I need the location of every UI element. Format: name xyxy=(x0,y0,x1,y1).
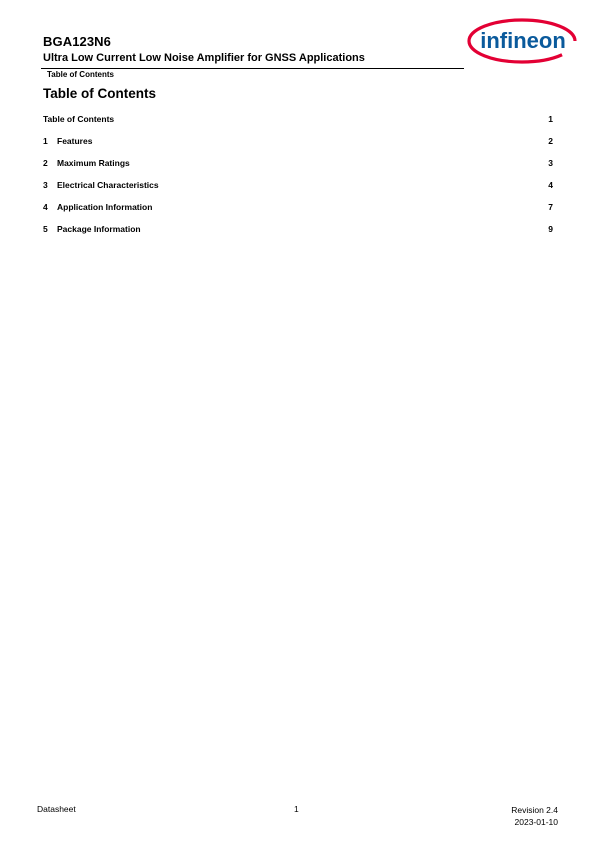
toc-entry[interactable] xyxy=(43,224,553,246)
toc-entry-number: 1 xyxy=(43,136,48,146)
toc-list xyxy=(43,114,553,246)
toc-entry-page: 9 xyxy=(548,224,553,234)
footer-revision: Revision 2.4 xyxy=(511,805,558,815)
toc-entry-title[interactable]: Features xyxy=(57,136,93,146)
toc-entry-title[interactable]: Electrical Characteristics xyxy=(57,180,159,190)
toc-entry-page: 4 xyxy=(548,180,553,190)
toc-entry-title[interactable]: Maximum Ratings xyxy=(57,158,130,168)
toc-entry-page: 3 xyxy=(548,158,553,168)
toc-entry[interactable] xyxy=(43,114,553,136)
toc-entry-page: 2 xyxy=(548,136,553,146)
product-subtitle: Ultra Low Current Low Noise Amplifier for GNSS Applications xyxy=(43,52,365,64)
footer-date: 2023-01-10 xyxy=(514,817,558,827)
toc-entry[interactable] xyxy=(43,180,553,202)
footer-page-number: 1 xyxy=(294,804,299,814)
toc-entry-title[interactable]: Table of Contents xyxy=(43,114,115,124)
toc-entry-number: 5 xyxy=(43,224,48,234)
toc-entry-title[interactable]: Package Information xyxy=(57,224,141,234)
running-section-title: Table of Contents xyxy=(47,70,114,79)
footer-revision-block xyxy=(511,804,558,828)
toc-heading: Table of Contents xyxy=(43,86,156,101)
toc-entry-number: 4 xyxy=(43,202,48,212)
toc-entry-page: 7 xyxy=(548,202,553,212)
toc-entry-page: 1 xyxy=(548,114,553,124)
toc-entry[interactable] xyxy=(43,158,553,180)
toc-entry-number: 2 xyxy=(43,158,48,168)
toc-entry[interactable] xyxy=(43,202,553,224)
product-name: BGA123N6 xyxy=(43,34,111,49)
toc-entry-number: 3 xyxy=(43,180,48,190)
logo-wordmark: infineon xyxy=(480,28,566,53)
toc-entry[interactable] xyxy=(43,136,553,158)
header-divider xyxy=(41,68,464,69)
infineon-logo xyxy=(466,14,578,66)
footer-doc-type: Datasheet xyxy=(37,804,76,814)
toc-entry-title[interactable]: Application Information xyxy=(57,202,153,212)
